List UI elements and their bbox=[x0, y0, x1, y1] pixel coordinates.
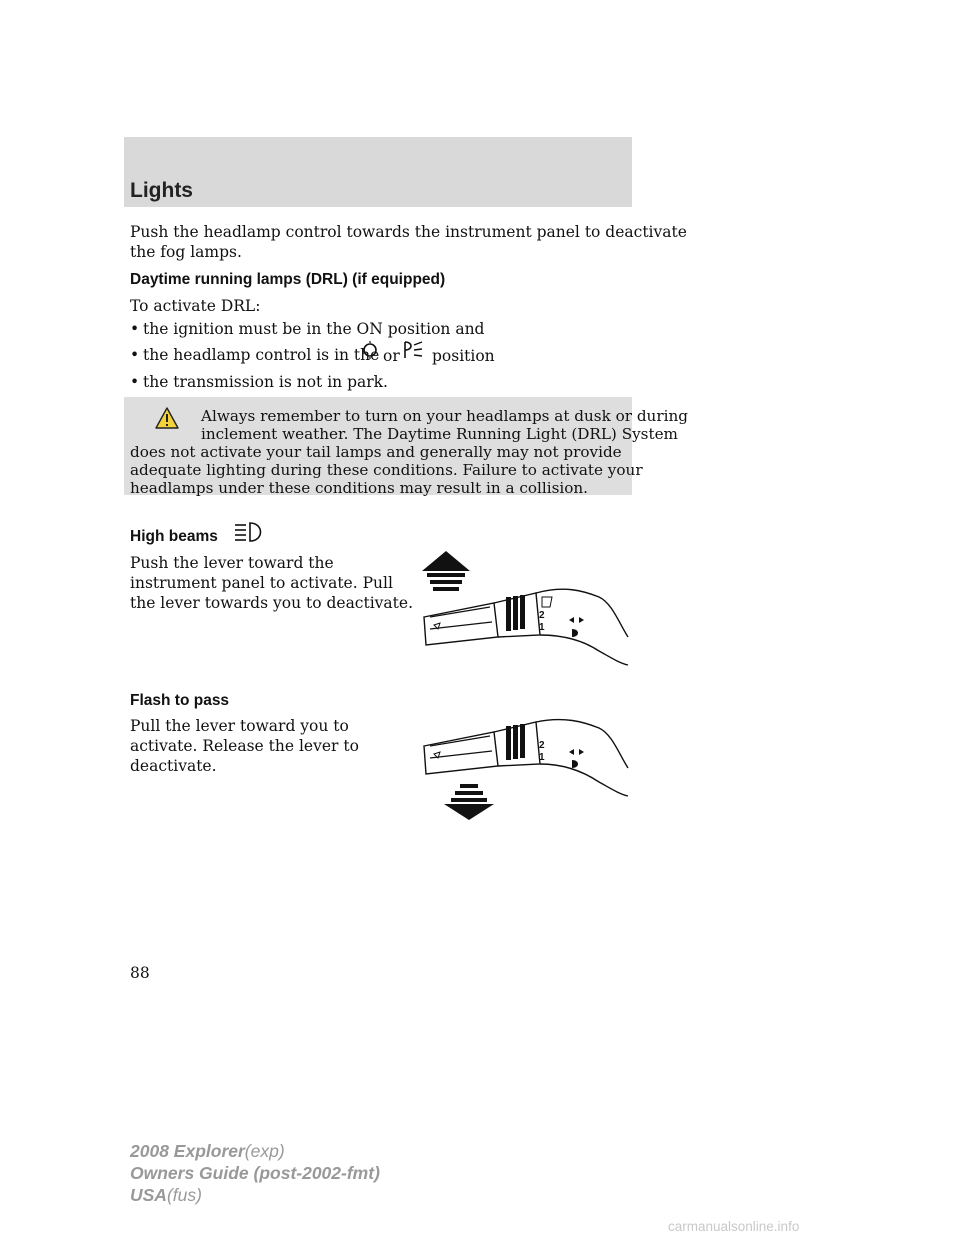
section-header-band bbox=[124, 137, 632, 207]
high-beams-line-1: Push the lever toward the bbox=[130, 554, 334, 572]
footer-market-name: USA bbox=[130, 1185, 167, 1205]
footer-market bbox=[130, 1185, 202, 1206]
drl-bullet-3: the transmission is not in park. bbox=[143, 373, 388, 391]
warning-line-4: adequate lighting during these conditions. Failure to activate your bbox=[130, 461, 643, 479]
bullet-marker: • bbox=[130, 320, 140, 338]
drl-bullet-1: the ignition must be in the ON position and bbox=[143, 320, 485, 338]
lever-label-1: 1 bbox=[539, 752, 545, 763]
lever-label-2: 2 bbox=[539, 610, 545, 621]
high-beams-line-2: instrument panel to activate. Pull bbox=[130, 574, 393, 592]
footer-model bbox=[130, 1141, 285, 1162]
drl-bullet-2-prefix: the headlamp control is in the bbox=[143, 346, 380, 364]
footer-model-code: (exp) bbox=[244, 1141, 285, 1161]
footer-guide bbox=[130, 1163, 380, 1184]
lever-label-1: 1 bbox=[539, 622, 545, 633]
flash-to-pass-line-1: Pull the lever toward you to bbox=[130, 717, 349, 735]
intro-line-2: the fog lamps. bbox=[130, 243, 242, 261]
arrow-down-icon bbox=[444, 784, 494, 820]
footer-model-name: 2008 Explorer bbox=[130, 1141, 245, 1161]
intro-line-1: Push the headlamp control towards the instrument panel to deactivate bbox=[130, 223, 687, 241]
drl-heading: Daytime running lamps (DRL) (if equipped) bbox=[130, 271, 446, 288]
lever-push-forward-figure bbox=[414, 545, 630, 670]
high-beams-heading: High beams bbox=[130, 528, 218, 545]
headlamp-icon bbox=[401, 339, 425, 361]
drl-bullet-2-suffix: position bbox=[432, 347, 495, 365]
drl-bullet-2-or: or bbox=[383, 347, 400, 365]
flash-to-pass-heading: Flash to pass bbox=[130, 692, 230, 709]
bullet-marker: • bbox=[130, 346, 140, 364]
parking-lamp-icon bbox=[361, 340, 379, 360]
flash-to-pass-line-2: activate. Release the lever to bbox=[130, 737, 359, 755]
high-beams-line-3: the lever towards you to deactivate. bbox=[130, 594, 414, 612]
bullet-marker: • bbox=[130, 373, 140, 391]
footer-market-code: (fus) bbox=[166, 1185, 202, 1205]
warning-line-2: inclement weather. The Daytime Running Light (DRL) System bbox=[201, 425, 678, 443]
flash-to-pass-line-3: deactivate. bbox=[130, 757, 217, 775]
lever-label-2: 2 bbox=[539, 740, 545, 751]
warning-line-1: Always remember to turn on your headlamps at dusk or during bbox=[201, 407, 688, 425]
section-title: Lights bbox=[130, 179, 193, 202]
arrow-up-icon bbox=[422, 551, 470, 591]
warning-line-5: headlamps under these conditions may result in a collision. bbox=[130, 479, 589, 497]
warning-triangle-icon bbox=[154, 406, 180, 430]
page-number: 88 bbox=[130, 964, 150, 982]
lever-pull-back-figure bbox=[414, 718, 630, 823]
warning-line-3: does not activate your tail lamps and generally may not provide bbox=[130, 443, 622, 461]
watermark: carmanualsonline.info bbox=[668, 1219, 800, 1234]
footer-guide-name: Owners Guide (post-2002-fmt) bbox=[130, 1163, 380, 1183]
high-beam-icon bbox=[232, 520, 266, 544]
drl-lead: To activate DRL: bbox=[130, 297, 261, 315]
